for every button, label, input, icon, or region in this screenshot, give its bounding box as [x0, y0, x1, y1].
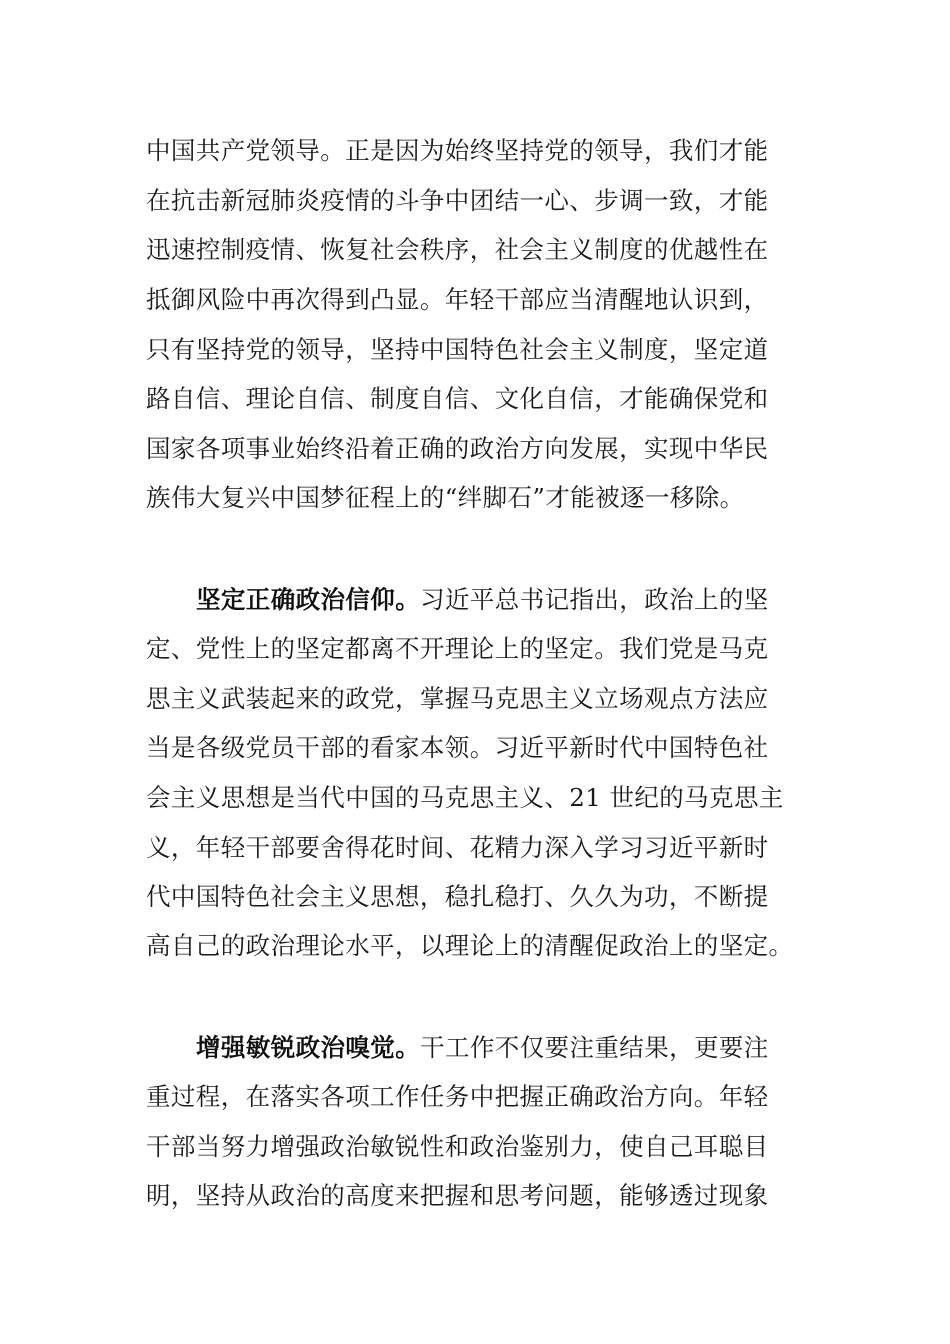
text-line: 思主义武装起来的政党，掌握马克思主义立场观点方法应 — [146, 684, 769, 713]
text-line: 高自己的政治理论水平，以理论上的清醒促政治上的坚定。 — [146, 931, 794, 960]
paragraph-heading: 增强敏锐政治嗅觉。 — [196, 1033, 421, 1062]
text-line: 只有坚持党的领导，坚持中国特色社会主义制度，坚定道 — [146, 335, 769, 364]
paragraph-first-line — [196, 1028, 769, 1068]
text-line: 定、党性上的坚定都离不开理论上的坚定。我们党是马克 — [146, 634, 769, 663]
text-line: 路自信、理论自信、制度自信、文化自信，才能确保党和 — [146, 384, 769, 413]
heading-followup-text: 干工作不仅要注重结果，更要注 — [420, 1033, 769, 1062]
paragraph-first-line — [196, 580, 769, 620]
text-line: 中国共产党领导。正是因为始终坚持党的领导，我们才能 — [146, 136, 769, 165]
text-line: 抵御风险中再次得到凸显。年轻干部应当清醒地认识到， — [146, 285, 769, 314]
text-line: 会主义思想是当代中国的马克思主义、21 世纪的马克思主 — [146, 783, 784, 812]
text-line: 国家各项事业始终沿着正确的政治方向发展，实现中华民 — [146, 434, 769, 463]
text-line: 干部当努力增强政治敏锐性和政治鉴别力，使自己耳聪目 — [146, 1132, 769, 1161]
text-line: 族伟大复兴中国梦征程上的“绊脚石”才能被逐一移除。 — [146, 483, 745, 512]
heading-followup-text: 习近平总书记指出，政治上的坚 — [420, 585, 769, 614]
paragraph-heading: 坚定正确政治信仰。 — [196, 585, 421, 614]
text-line: 明，坚持从政治的高度来把握和思考问题，能够透过现象 — [146, 1181, 769, 1210]
text-line: 在抗击新冠肺炎疫情的斗争中团结一心、步调一致，才能 — [146, 186, 769, 215]
text-line: 重过程，在落实各项工作任务中把握正确政治方向。年轻 — [146, 1082, 769, 1111]
text-line: 代中国特色社会主义思想，稳扎稳打、久久为功，不断提 — [146, 882, 769, 911]
text-line: 当是各级党员干部的看家本领。习近平新时代中国特色社 — [146, 733, 769, 762]
text-line: 义，年轻干部要舍得花时间、花精力深入学习习近平新时 — [146, 833, 769, 862]
text-line: 迅速控制疫情、恢复社会秩序，社会主义制度的优越性在 — [146, 235, 769, 264]
